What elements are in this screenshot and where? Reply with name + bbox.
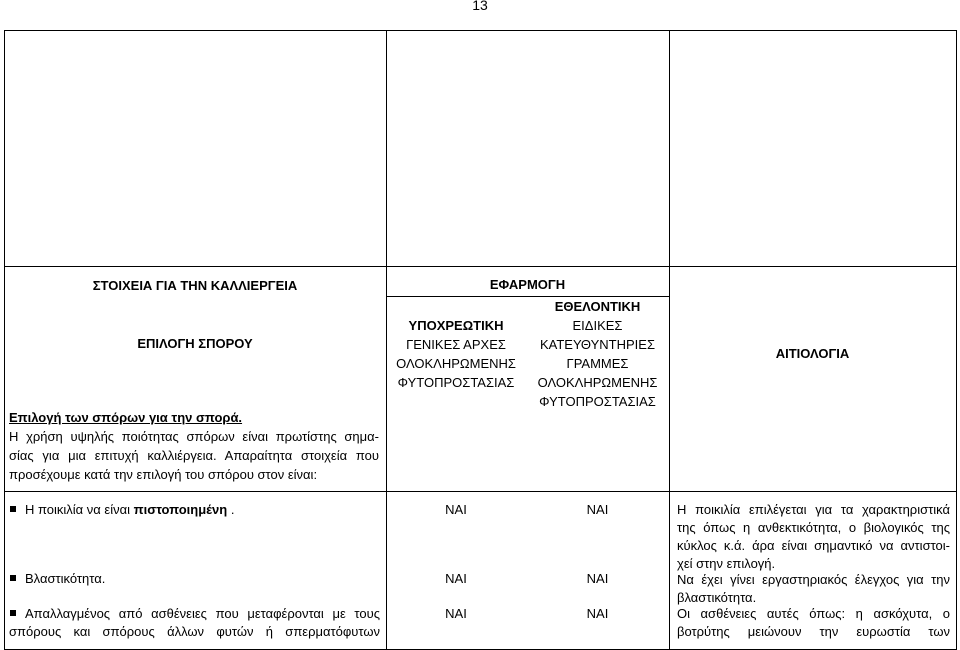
subsection-title: ΕΠΙΛΟΓΗ ΣΠΟΡΟΥ <box>137 336 253 351</box>
row-item-line: σπόρους και σπόρους άλλων φυτών ή σπερματόφυτων <box>9 624 380 639</box>
justification-line: Να έχει γίνει εργαστηριακός έλεγχος για την <box>677 572 950 587</box>
voluntary-line: ΟΛΟΚΛΗΡΩΜΕΝΗΣ <box>537 375 658 390</box>
bullet-icon <box>10 506 16 512</box>
voluntary-value: ΝΑΙ <box>586 571 609 586</box>
voluntary-title: ΕΘΕΛΟΝΤΙΚΗ <box>554 299 641 314</box>
voluntary-line: ΚΑΤΕΥΘΥΝΤΗΡΙΕΣ <box>539 337 655 352</box>
justification-line: βλαστικότητα. <box>677 590 757 605</box>
row-item-line: Απαλλαγμένος από ασθένειες που μεταφέρονται με τους <box>25 606 380 621</box>
header-divider <box>5 491 956 492</box>
header-divider <box>5 266 956 267</box>
mandatory-line: ΓΕΝΙΚΕΣ ΑΡΧΕΣ <box>406 337 506 352</box>
voluntary-line: ΦΥΤΟΠΡΟΣΤΑΣΙΑΣ <box>539 394 656 409</box>
row-item-emphasis: πιστοποιημένη <box>133 502 228 517</box>
intro-line: Η χρήση υψηλής ποιότητας σπόρων είναι πρωτίστης σημα- <box>9 429 379 444</box>
row-item-text: Η ποικιλία να είναι <box>25 502 134 517</box>
intro-line: προσέχουμε κατά την επιλογή του σπόρου στον είναι: <box>9 467 318 482</box>
intro-heading: Επιλογή των σπόρων για την σπορά. <box>9 410 243 425</box>
application-title: ΕΦΑΡΜΟΓΗ <box>489 277 566 292</box>
justification-line: Η ποικιλία επιλέγεται για τα χαρακτηριστικά <box>677 502 950 517</box>
section-title: ΣΤΟΙΧΕΙΑ ΓΙΑ ΤΗΝ ΚΑΛΛΙΕΡΓΕΙΑ <box>92 278 298 293</box>
mandatory-value: ΝΑΙ <box>445 571 467 586</box>
voluntary-line: ΓΡΑΜΜΕΣ <box>566 356 629 371</box>
mandatory-line: ΟΛΟΚΛΗΡΩΜΕΝΗΣ <box>396 356 516 371</box>
voluntary-line: ΕΙΔΙΚΕΣ <box>572 318 623 333</box>
voluntary-value: ΝΑΙ <box>586 502 609 517</box>
bullet-icon <box>10 610 16 616</box>
justification-line: της όπως η ανθεκτικότητα, ο βιολογικός της <box>677 520 950 535</box>
page-number: 13 <box>472 0 488 13</box>
row-item-text: . <box>230 502 235 517</box>
row-item <box>25 500 380 519</box>
bullet-icon <box>10 575 16 581</box>
justification-title: ΑΙΤΙΟΛΟΓΙΑ <box>775 346 850 361</box>
mandatory-line: ΦΥΤΟΠΡΟΣΤΑΣΙΑΣ <box>397 375 515 390</box>
column-divider <box>669 31 670 649</box>
row-item: Βλαστικότητα. <box>25 571 106 586</box>
intro-line: σίας για μια επιτυχή καλλιέργεια. Απαραίτητα στοιχεία που <box>9 448 379 463</box>
justification-line: Οι ασθένειες αυτές όπως: η ασκόχυτα, ο <box>677 606 950 621</box>
mandatory-value: ΝΑΙ <box>445 502 467 517</box>
justification-line: βοτρύτης μειώνουν την ευρωστία των <box>677 624 950 639</box>
mandatory-value: ΝΑΙ <box>445 606 467 621</box>
mandatory-title: ΥΠΟΧΡΕΩΤΙΚΗ <box>408 318 504 333</box>
justification-line: κύκλος κ.ά. άρα είναι σημαντικό να αντιστοι- <box>677 538 950 553</box>
justification-line: χεί στην επιλογή. <box>677 556 776 571</box>
voluntary-value: ΝΑΙ <box>586 606 609 621</box>
